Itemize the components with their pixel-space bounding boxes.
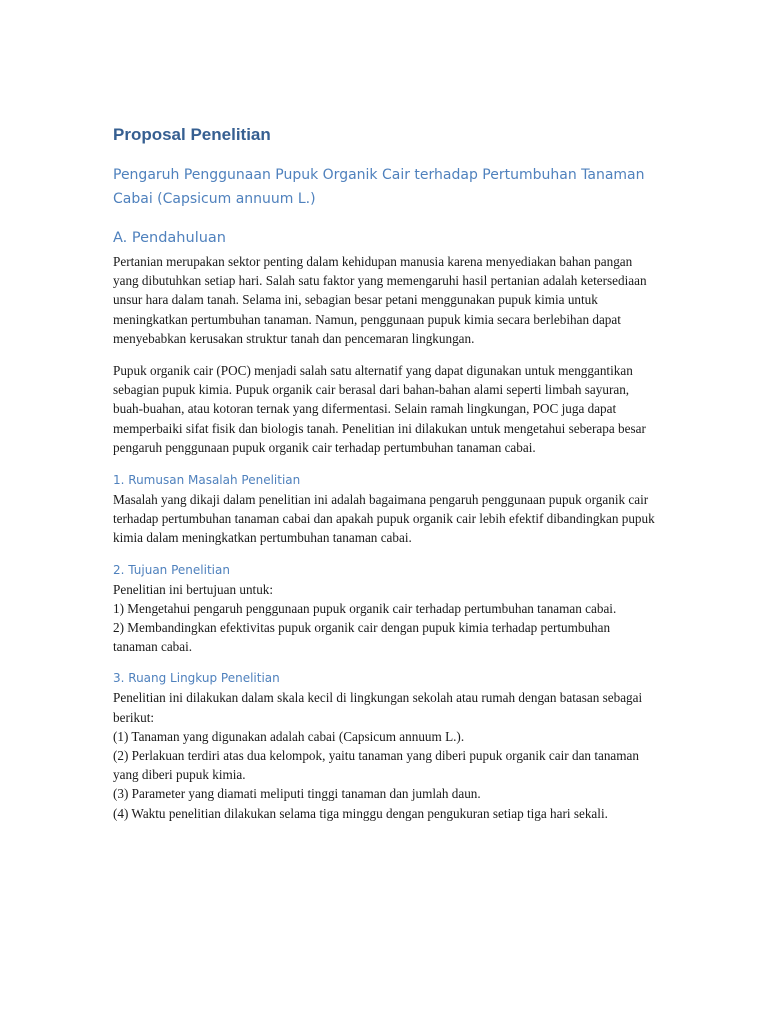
document-title: Proposal Penelitian [113,125,271,144]
document-subtitle: Pengaruh Penggunaan Pupuk Organik Cair terhadap Pertumbuhan Tanaman Cabai (Capsicum annuum L.) [113,167,645,207]
section-a-paragraph-2: Pupuk organik cair (POC) menjadi salah satu alternatif yang dapat digunakan untuk menggantikan sebagian pupuk kimia. Pupuk organik cair berasal dari bahan-bahan alami seperti limbah sayuran, buah-buahan, atau kotoran ternak yang difermentasi. Selain ramah lingkungan, POC juga dapat memperbaiki sifat fisik dan biologis tanah. Penelitian ini dilakukan untuk mengetahui seberapa besar pengaruh penggunaan pupuk organik cair terhadap pertumbuhan tanaman cabai. [113,363,646,455]
ruang-lingkup-item-4: (4) Waktu penelitian dilakukan selama tiga minggu dengan pengukuran setiap tiga hari sekali. [113,805,608,821]
ruang-lingkup-intro: Penelitian ini dilakukan dalam skala kecil di lingkungan sekolah atau rumah dengan batasan sebagai berikut: [113,690,643,725]
section-a-heading: A. Pendahuluan [113,230,226,246]
ruang-lingkup-block [113,688,658,822]
ruang-lingkup-item-2: (2) Perlakuan terdiri atas dua kelompok, yaitu tanaman yang diberi pupuk organik cair dan tanaman yang diberi pupuk kimia. [113,748,639,783]
rumusan-heading: 1. Rumusan Masalah Penelitian [113,473,301,488]
rumusan-text: Masalah yang dikaji dalam penelitian ini adalah bagaimana pengaruh penggunaan pupuk organik cair terhadap pertumbuhan tanaman cabai dan apakah pupuk organik cair lebih efektif dibandingkan pupuk kimia dalam meningkatkan pertumbuhan tanaman cabai. [113,492,655,546]
document-page [113,124,658,836]
tujuan-item-1: 1) Mengetahui pengaruh penggunaan pupuk organik cair terhadap pertumbuhan tanaman cabai. [113,600,617,616]
tujuan-block [113,580,658,657]
tujuan-intro: Penelitian ini bertujuan untuk: [113,581,274,597]
ruang-lingkup-item-3: (3) Parameter yang diamati meliputi tinggi tanaman dan jumlah daun. [113,786,481,802]
tujuan-heading: 2. Tujuan Penelitian [113,562,230,577]
ruang-lingkup-item-1: (1) Tanaman yang digunakan adalah cabai (Capsicum annuum L.). [113,728,465,744]
section-a-paragraph-1: Pertanian merupakan sektor penting dalam kehidupan manusia karena menyediakan bahan pangan yang dibutuhkan setiap hari. Salah satu faktor yang memengaruhi hasil pertanian adalah ketersediaan unsur hara dalam tanah. Selama ini, sebagian besar petani menggunakan pupuk kimia untuk meningkatkan pertumbuhan tanaman. Namun, penggunaan pupuk kimia secara berlebihan dapat menyebabkan kerusakan struktur tanah dan pencemaran lingkungan. [113,254,647,346]
ruang-lingkup-heading: 3. Ruang Lingkup Penelitian [113,671,280,686]
tujuan-item-2: 2) Membandingkan efektivitas pupuk organik cair dengan pupuk kimia terhadap pertumbuhan tanaman cabai. [113,620,611,655]
